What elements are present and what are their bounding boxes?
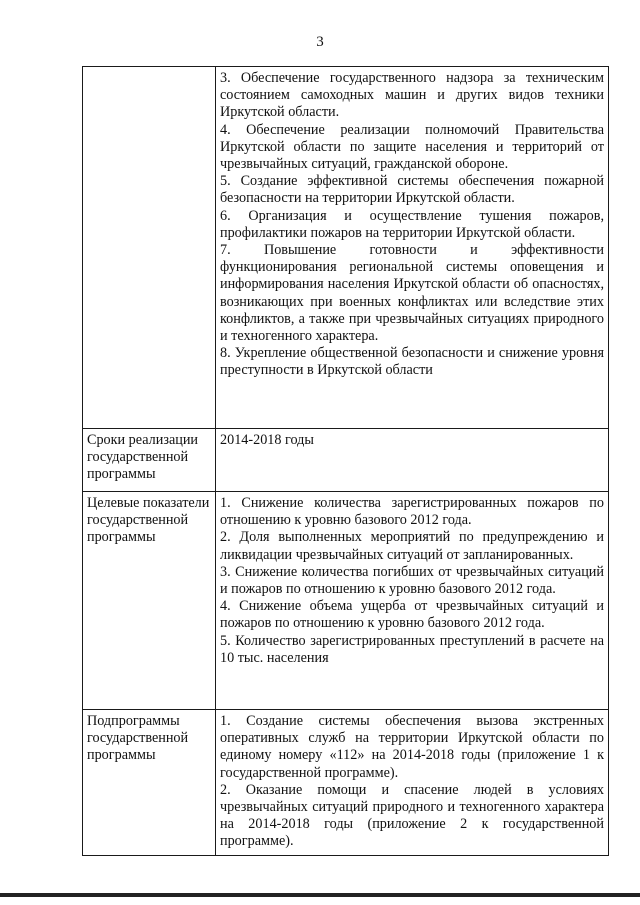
subprogram-item-1: 1. Создание системы обеспечения вызова экстренных оперативных служб на территории Иркутской области по единому номеру «112» на 2014-2018 годы (приложение 1 к государственной программе). [220,713,604,781]
program-passport-table [82,66,609,856]
indicator-item-3: 3. Снижение количества погибших от чрезвычайных ситуаций и пожаров по отношению к уровню базового 2012 года. [220,563,604,598]
table-row-indicators [83,492,609,710]
row-label-subprograms: Подпрограммы государственной программы [83,710,216,856]
row-content-indicators [216,492,609,710]
table-row-subprograms [83,710,609,856]
table-row-goals [83,67,609,429]
row-content-timeline [216,429,609,492]
row-label-goals [83,67,216,429]
row-label-indicators: Целевые показатели государственной программы [83,492,216,710]
goal-item-4: 4. Обеспечение реализации полномочий Правительства Иркутской области по защите населения и территорий от чрезвычайных ситуаций, гражданской обороне. [220,121,604,173]
indicator-item-4: 4. Снижение объема ущерба от чрезвычайных ситуаций и пожаров по отношению к уровню базового 2012 года. [220,598,604,632]
row-content-subprograms [216,710,609,856]
page-number: 3 [316,34,324,50]
goal-item-5: 5. Создание эффективной системы обеспечения пожарной безопасности на территории Иркутской области. [220,173,604,207]
timeline-value: 2014-2018 годы [220,432,314,448]
indicator-item-5: 5. Количество зарегистрированных преступлений в расчете на 10 тыс. населения [220,632,604,666]
goal-item-8: 8. Укрепление общественной безопасности и снижение уровня преступности в Иркутской области [220,345,604,379]
subprogram-item-2: 2. Оказание помощи и спасение людей в условиях чрезвычайных ситуаций природного и техногенного характера на 2014-2018 годы (приложение 2 к государственной программе). [220,781,604,850]
goal-item-6: 6. Организация и осуществление тушения пожаров, профилактики пожаров на территории Иркутской области. [220,207,604,241]
row-label-timeline: Сроки реализации государственной программы [83,429,216,492]
table-row-timeline [83,429,609,492]
row-content-goals [216,67,609,429]
indicator-item-1: 1. Снижение количества зарегистрированных пожаров по отношению к уровню базового 2012 года. [220,495,604,529]
goal-item-3: 3. Обеспечение государственного надзора за техническим состоянием самоходных машин и других видов техники Иркутской области. [220,70,604,121]
indicator-item-2: 2. Доля выполненных мероприятий по предупреждению и ликвидации чрезвычайных ситуаций от запланированных. [220,529,604,563]
scan-bottom-edge [0,893,640,897]
goal-item-7: 7. Повышение готовности и эффективности функционирования региональной системы оповещения и информирования населения Иркутской области об опасностях, возникающих при военных конфликтах или вследствие этих конфликтов, а также при чрезвычайных ситуациях природного и техногенного характера. [220,242,604,345]
